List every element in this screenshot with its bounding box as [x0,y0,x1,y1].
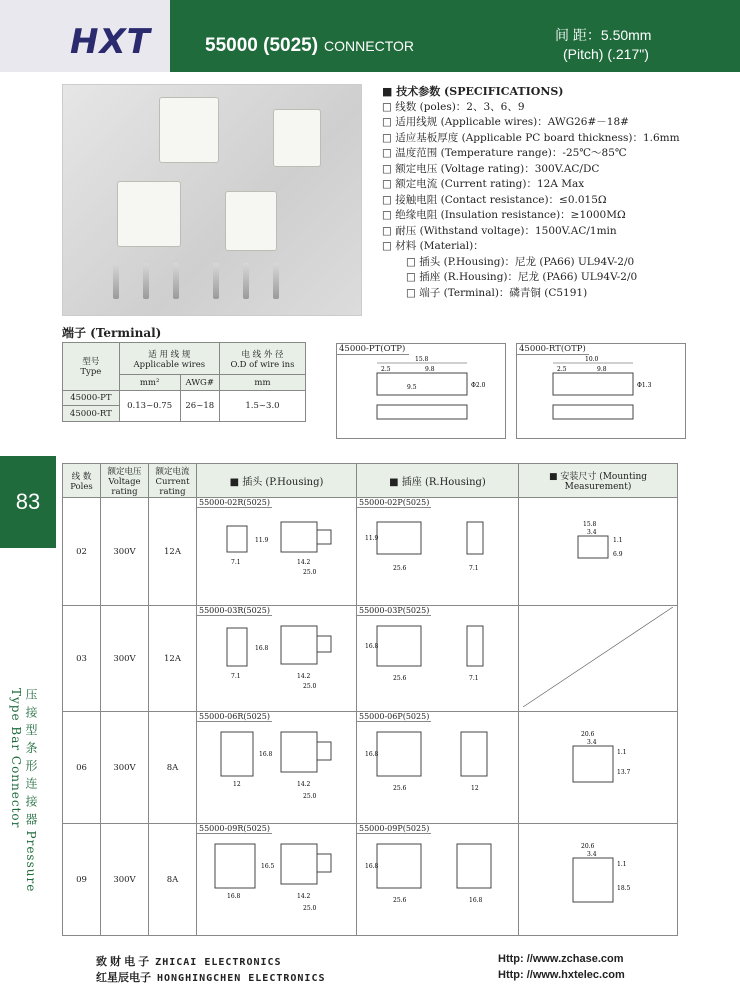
svg-text:25.6: 25.6 [393,897,407,904]
svg-text:20.6: 20.6 [581,843,595,850]
svg-text:7.1: 7.1 [231,559,241,566]
terminal-rt-svg [517,355,685,435]
svg-text:16.8: 16.8 [365,751,379,758]
model-number: 55000 (5025) [205,35,319,56]
housing-drawing [357,508,515,588]
drawing-label: 45000-RT(OTP) [517,344,589,355]
unit-mm2: mm² [119,375,180,391]
housing-drawing [357,616,515,696]
voltage-value: 300V [101,606,149,712]
terminal-pt-svg [337,355,505,435]
table-row: 45000-PT [63,390,120,406]
col-type: 型号 Type [63,343,120,391]
svg-text:16.8: 16.8 [255,645,269,652]
svg-text:12: 12 [233,781,241,788]
svg-text:11.9: 11.9 [255,537,269,544]
terminal-pin [113,263,119,299]
material-item: □ 端子 (Terminal)：磷青铜 (C5191) [382,286,680,302]
dim-label: Φ2.0 [471,382,486,389]
wire-od: 1.5~3.0 [219,390,305,421]
part-number: 55000-09P(5025) [359,824,430,833]
col-p-housing: ■ 插头 (P.Housing) [197,464,357,498]
spec-item: □ 适应基板厚度 (Applicable PC board thickness)：1.6mm [382,131,680,147]
terminal-drawing-rt [516,343,686,439]
poles-value: 06 [63,712,101,824]
specs-heading: ■ 技术参数 (SPECIFICATIONS) [382,85,564,98]
svg-text:13.7: 13.7 [617,769,631,776]
logo-area [0,0,170,72]
terminal-table [62,342,306,422]
part-number: 55000-09R(5025) [199,824,270,833]
r-housing-cell [357,712,519,824]
mounting-cell [519,712,678,824]
drawing-label: 45000-PT(OTP) [337,344,409,355]
spec-item: □ 额定电流 (Current rating)：12A Max [382,177,680,193]
mounting-empty [523,607,673,707]
voltage-value: 300V [101,498,149,606]
website-link-1[interactable]: Http: //www.zchase.com [498,953,624,965]
housing-drawing [197,834,355,918]
current-value: 12A [149,606,197,712]
voltage-value: 300V [101,712,149,824]
col-current: 额定电流 Current rating [149,464,197,498]
dim-label: 2.5 [381,366,391,373]
table-row [63,824,678,936]
svg-text:14.2: 14.2 [297,559,311,566]
p-housing-cell [197,498,357,606]
company-1: 致 财 电 子 ZHICAI ELECTRONICS [96,956,282,968]
terminal-pin [143,263,149,299]
spec-item: □ 绝缘电阻 (Insulation resistance)：≥1000MΩ [382,208,680,224]
housing-drawing [197,722,355,806]
terminal-pin [173,263,179,299]
unit-mm: mm [219,375,305,391]
housing-drawing [197,508,355,588]
dim-label: 9.8 [425,366,435,373]
current-value: 12A [149,498,197,606]
connector-2pin-small [225,191,277,251]
dim-label: 10.0 [585,356,599,363]
r-housing-cell [357,498,519,606]
wire-awg: 26~18 [180,390,219,421]
pitch-en: (Pitch) (.217") [563,46,649,62]
pitch-spec [555,26,651,64]
spec-item: □ 适用线规 (Applicable wires)：AWG26#－18# [382,115,680,131]
dim-label: 9.8 [597,366,607,373]
svg-text:3.4: 3.4 [587,739,597,746]
part-number: 55000-06R(5025) [199,712,270,721]
mounting-cell [519,606,678,712]
svg-text:11.9: 11.9 [365,535,379,542]
dim-label: 2.5 [557,366,567,373]
spec-item: □ 材料 (Material)： [382,239,680,255]
table-row [63,498,678,606]
brand-logo: HXT [70,22,151,62]
svg-text:1.1: 1.1 [617,861,627,868]
r-housing-cell [357,606,519,712]
svg-text:14.2: 14.2 [297,893,311,900]
svg-text:25.6: 25.6 [393,565,407,572]
terminal-pin [243,263,249,299]
svg-text:7.1: 7.1 [231,673,241,680]
svg-text:25.6: 25.6 [393,785,407,792]
svg-text:16.8: 16.8 [469,897,483,904]
mounting-drawing [523,724,673,808]
svg-text:3.4: 3.4 [587,851,597,858]
current-value: 8A [149,712,197,824]
wire-mm2: 0.13~0.75 [119,390,180,421]
svg-text:25.0: 25.0 [303,569,317,576]
current-value: 8A [149,824,197,936]
svg-text:20.6: 20.6 [581,731,595,738]
svg-text:16.8: 16.8 [227,893,241,900]
part-number: 55000-02R(5025) [199,498,270,507]
poles-value: 02 [63,498,101,606]
col-voltage: 额定电压 Voltage rating [101,464,149,498]
dim-label: 15.8 [415,356,429,363]
part-number: 55000-06P(5025) [359,712,430,721]
col-r-housing: ■ 插座 (R.Housing) [357,464,519,498]
table-row: 45000-RT [63,406,120,422]
svg-text:18.5: 18.5 [617,885,631,892]
mounting-drawing [523,510,673,590]
website-link-2[interactable]: Http: //www.hxtelec.com [498,969,625,981]
svg-text:14.2: 14.2 [297,781,311,788]
svg-text:14.2: 14.2 [297,673,311,680]
product-type: CONNECTOR [324,38,415,54]
dim-label: 9.5 [407,384,417,391]
table-row [63,712,678,824]
svg-text:25.0: 25.0 [303,793,317,800]
product-photo [62,84,362,316]
part-number: 55000-03R(5025) [199,606,270,615]
svg-text:6.9: 6.9 [613,551,623,558]
mounting-cell [519,824,678,936]
page-title [205,35,414,57]
material-item: □ 插头 (P.Housing)：尼龙 (PA66) UL94V-2/0 [382,255,680,271]
company-2: 红星辰电子 HONGHINGCHEN ELECTRONICS [96,972,326,984]
svg-text:16.8: 16.8 [365,863,379,870]
svg-text:25.6: 25.6 [393,675,407,682]
housing-table [62,463,678,936]
mounting-cell [519,498,678,606]
poles-value: 03 [63,606,101,712]
col-mounting: ■ 安装尺寸 (Mounting Measurement) [519,464,678,498]
col-wire: 适 用 线 规 Applicable wires [119,343,219,375]
page-number-tab: 83 [0,456,56,548]
poles-value: 09 [63,824,101,936]
terminal-drawing-pt [336,343,506,439]
material-item: □ 插座 (R.Housing)：尼龙 (PA66) UL94V-2/0 [382,270,680,286]
part-number: 55000-03P(5025) [359,606,430,615]
p-housing-cell [197,824,357,936]
connector-6pin [159,97,219,163]
spec-item: □ 耐压 (Withstand voltage)：1500V.AC/1min [382,224,680,240]
spec-item: □ 额定电压 (Voltage rating)：300V.AC/DC [382,162,680,178]
spec-item: □ 温度范围 (Temperature range)：-25℃～85℃ [382,146,680,162]
svg-text:7.1: 7.1 [469,675,479,682]
page-footer [0,947,740,1004]
svg-text:16.8: 16.8 [259,751,273,758]
connector-4pin [117,181,181,247]
terminal-pin [213,263,219,299]
housing-drawing [357,722,515,806]
svg-text:1.1: 1.1 [617,749,627,756]
svg-text:25.0: 25.0 [303,683,317,690]
specifications [382,84,680,301]
spec-item: □ 线数 (poles)：2、3、6、9 [382,100,680,116]
housing-drawing [197,616,355,696]
side-caption: 压 接 型 条 形 连 接 器 Pressure Type Bar Connector [9,688,38,893]
mounting-drawing [523,836,673,920]
svg-text:7.1: 7.1 [469,565,479,572]
col-poles: 线 数 Poles [63,464,101,498]
svg-text:12: 12 [471,785,479,792]
dim-label: Φ1.3 [637,382,652,389]
terminal-title: 端子 (Terminal) [62,326,162,340]
pitch-cn: 间 距：5.50mm [555,27,652,43]
p-housing-cell [197,606,357,712]
svg-text:16.8: 16.8 [365,643,379,650]
unit-awg: AWG# [180,375,219,391]
svg-text:3.4: 3.4 [587,529,597,536]
table-row [63,606,678,712]
connector-2pin [273,109,321,167]
r-housing-cell [357,824,519,936]
spec-item: □ 接触电阻 (Contact resistance)：≤0.015Ω [382,193,680,209]
p-housing-cell [197,712,357,824]
terminal-pin [273,263,279,299]
col-od: 电 线 外 径 O.D of wire ins [219,343,305,375]
svg-text:1.1: 1.1 [613,537,623,544]
svg-text:16.5: 16.5 [261,863,275,870]
svg-text:15.8: 15.8 [583,521,597,528]
page-header [0,0,740,72]
voltage-value: 300V [101,824,149,936]
part-number: 55000-02P(5025) [359,498,430,507]
housing-drawing [357,834,515,918]
svg-text:25.0: 25.0 [303,905,317,912]
